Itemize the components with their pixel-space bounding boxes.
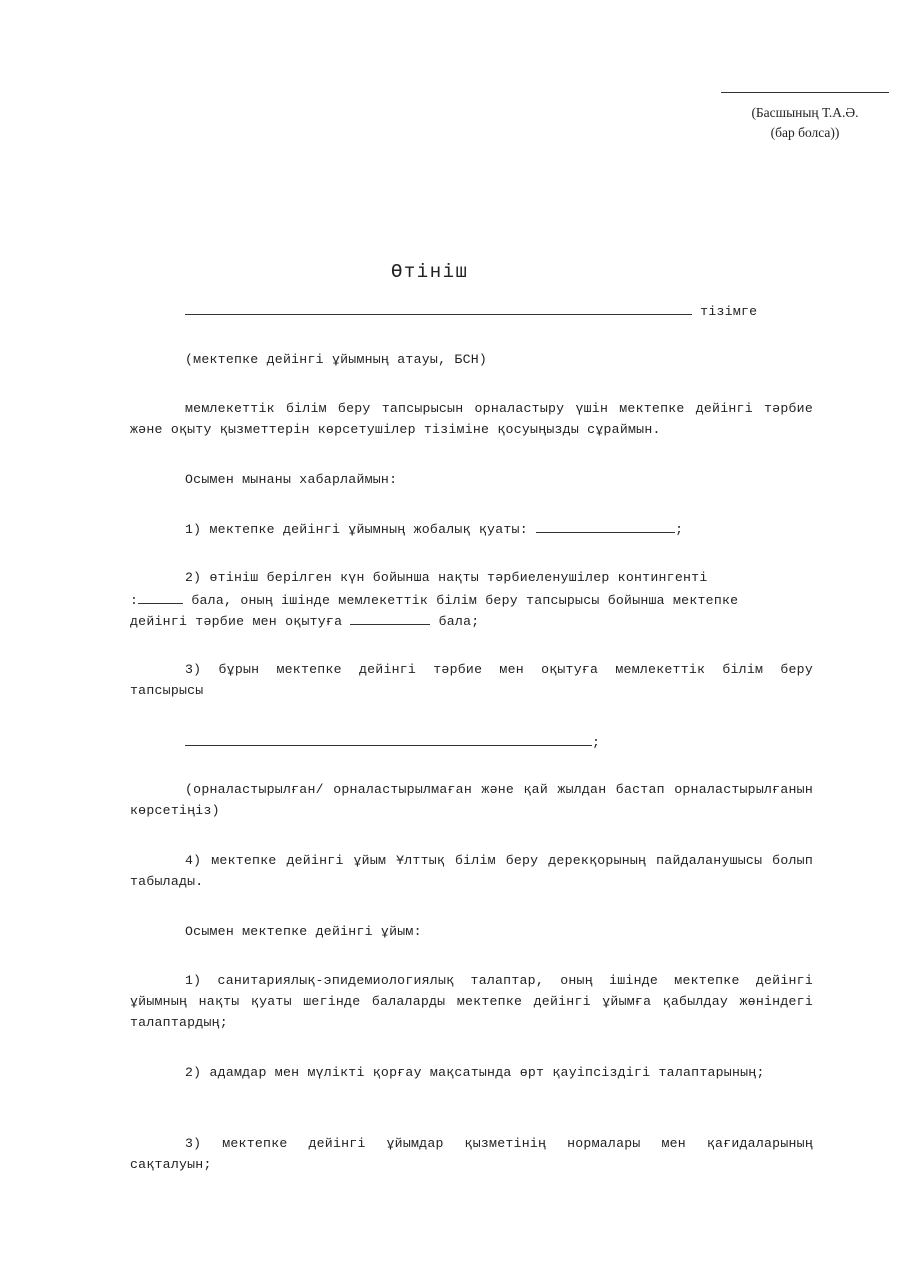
item-1 [185,518,683,540]
addressee-name-label: (Басшының Т.А.Ә. [751,105,859,120]
item-2-order-blank[interactable] [350,610,430,625]
item-3-blank-line [185,731,600,753]
item-2-line-2 [130,589,738,611]
obligation-1: 1) санитариялық-эпидемиологиялық талаптар, оның ішінде мектепке дейінгі ұйымның нақты қуаты шегінде балаларды мектепке дейінгі ұйымға қабылдау жөніндегі талаптардың; [130,973,822,1030]
item-2-colon: : [130,593,139,608]
inform-heading: Осымен мынаны хабарлаймын: [185,472,398,487]
item-3-order-blank[interactable] [185,731,592,746]
item-1-suffix: ; [675,522,684,537]
item-3-text: 3) бұрын мектепке дейінгі тәрбие мен оқытуға мемлекеттік білім беру тапсырысы [130,662,822,698]
item-2-line-3-prefix: дейінгі тәрбие мен оқытуға [130,614,343,629]
item-1-text: 1) мектепке дейінгі ұйымның жобалық қуаты: [185,522,528,537]
addressee-name-sub: (бар болса)) [770,125,840,140]
item-3-hint: (орналастырылған/ орналастырылмаған және қай жылдан бастап орналастырылғанын көрсетіңіз) [130,782,822,818]
org-name-hint: (мектепке дейінгі ұйымның атауы, БСН) [185,352,488,367]
addressee-block [721,92,889,143]
item-3-blank-suffix: ; [592,735,601,750]
item-1-capacity-blank[interactable] [536,518,675,533]
org-heading: Осымен мектепке дейінгі ұйым: [185,924,422,939]
addressee-signature-line [721,92,889,93]
document-title: Өтініш [391,261,469,283]
org-name-tail: тізімге [700,304,758,319]
item-2-line-1: 2) өтініш берілген күн бойынша нақты тәрбиеленушілер контингенті [185,570,708,585]
item-2-mid: бала, оның ішінде мемлекеттік білім беру тапсырысы бойынша мектепке [191,593,739,608]
item-2-line-3 [130,610,479,632]
obligation-3: 3) мектепке дейінгі ұйымдар қызметінің нормалары мен қағидаларының сақталуын; [130,1136,822,1172]
obligation-2: 2) адамдар мен мүлікті қорғау мақсатында өрт қауіпсіздігі талаптарының; [185,1065,765,1080]
item-4-text: 4) мектепке дейінгі ұйым Ұлттық білім беру дерекқорының пайдаланушысы болып табылады. [130,853,822,889]
org-name-line [185,300,757,322]
item-2-contingent-blank[interactable] [138,589,183,604]
org-name-blank[interactable] [185,300,692,315]
request-paragraph: мемлекеттік білім беру тапсырысын орналастыру үшін мектепке дейінгі тәрбие және оқыту қызметтерін көрсетушілер тізіміне қосуыңызды сұраймын. [130,401,822,437]
item-2-line-3-suffix: бала; [438,614,480,629]
